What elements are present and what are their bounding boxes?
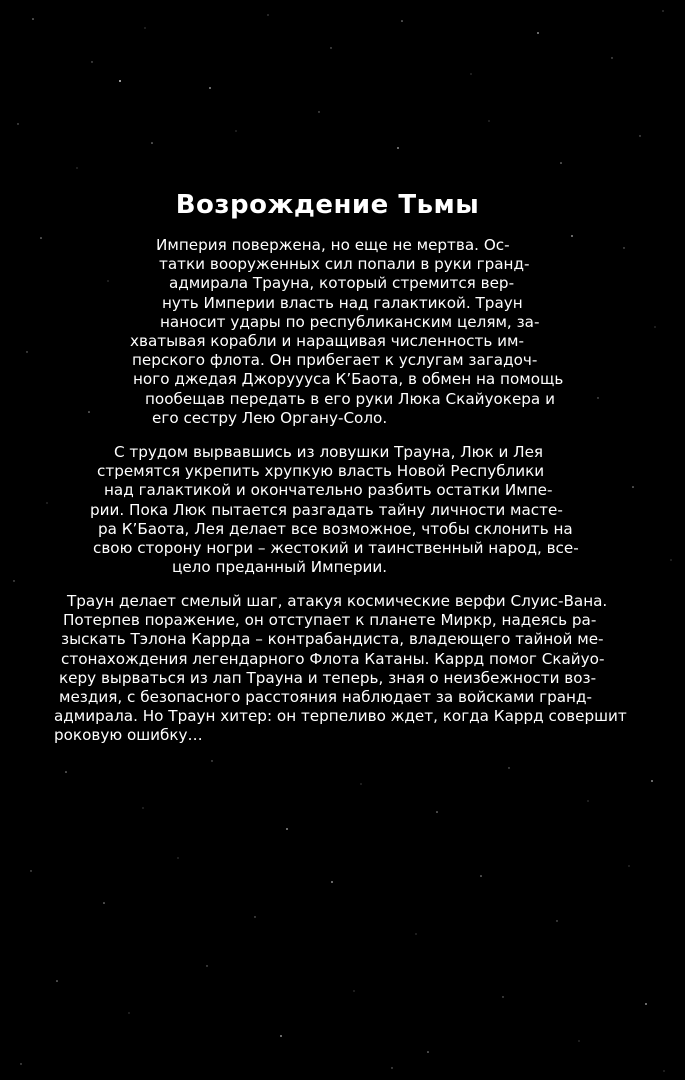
paragraph-line: Империя повержена, но еще не мертва. Ос- xyxy=(156,236,510,254)
paragraph-line: роковую ошибку… xyxy=(54,726,203,745)
paragraph-line: стонахождения легендарного Флота Катаны. Каррд помог Скайуо- xyxy=(61,649,605,668)
paragraph-line: рии. Пока Люк пытается разгадать тайну личности масте- xyxy=(90,500,563,519)
paragraph-line: над галактикой и окончательно разбить остатки Импе- xyxy=(104,481,553,500)
paragraph-line: цело преданный Империи. xyxy=(172,558,388,577)
paragraph-line: наносит удары по республиканским целям, за- xyxy=(160,312,540,331)
paragraph-line: стремятся укрепить хрупкую власть Новой Республики xyxy=(97,462,545,481)
paragraph-line: мездия, с безопасного расстояния наблюдает за войсками гранд- xyxy=(59,688,592,707)
paragraph-line: керу вырваться из лап Трауна и теперь, зная о неизбежности воз- xyxy=(59,668,597,687)
page-title: Возрождение Тьмы xyxy=(175,190,480,220)
paragraph-line: его сестру Лею Органу-Соло. xyxy=(152,408,388,427)
paragraph-line: адмирала Трауна, который стремится вер- xyxy=(169,274,515,293)
paragraph-line: нуть Империи власть над галактикой. Траун xyxy=(162,293,523,312)
paragraph-line: ного джедая Джоруууса К’Баота, в обмен на помощь xyxy=(133,370,564,389)
paragraph-line: адмирала. Но Траун хитер: он терпеливо ждет, когда Каррд совершит xyxy=(54,707,627,726)
paragraph-line: Потерпев поражение, он отступает к планете Миркр, надеясь ра- xyxy=(63,611,597,630)
paragraph-2 xyxy=(90,443,579,577)
paragraph-line: зыскать Тэлона Каррда – контрабандиста, владеющего тайной ме- xyxy=(61,630,604,649)
paragraph-line: С трудом вырвавшись из ловушки Трауна, Люк и Лея xyxy=(114,443,544,461)
paragraph-line: пообещав передать в его руки Люка Скайуокера и xyxy=(145,389,555,408)
paragraph-line: перского флота. Он прибегает к услугам загадоч- xyxy=(132,351,538,370)
paragraph-line: татки вооруженных сил попали в руки гранд- xyxy=(159,255,530,274)
paragraph-line: хватывая корабли и наращивая численность им- xyxy=(130,332,524,351)
paragraph-line: свою сторону ногри – жестокий и таинственный народ, все- xyxy=(93,539,579,558)
paragraph-line: Траун делает смелый шаг, атакуя космические верфи Слуис-Вана. xyxy=(67,592,608,610)
paragraph-3 xyxy=(54,592,627,746)
paragraph-1 xyxy=(130,236,564,428)
paragraph-line: ра К’Баота, Лея делает все возможное, чтобы склонить на xyxy=(98,519,573,538)
